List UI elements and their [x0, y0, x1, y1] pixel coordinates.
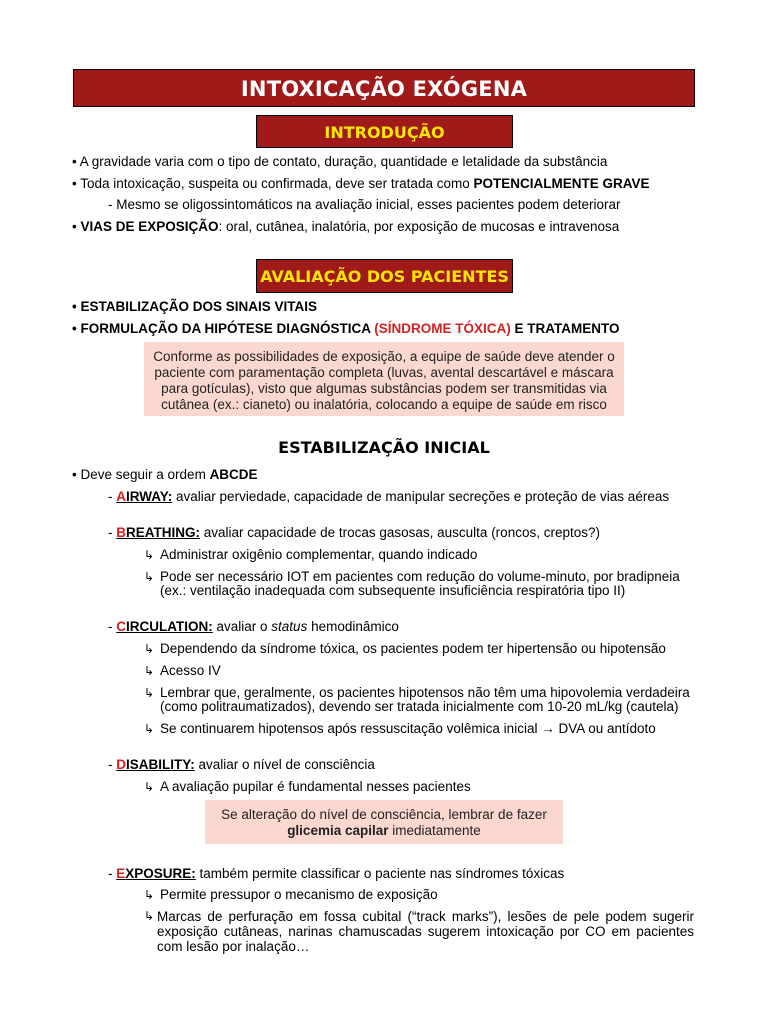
list-item: [72, 154, 607, 170]
page-title: INTOXICAÇÃO EXÓGENA: [73, 69, 695, 107]
abcde-text: avaliar perviedade, capacidade de manipular secreções e proteção de vias aéreas: [172, 489, 670, 504]
sub-item: ↳ Se continuarem hipotensos após ressuscitação volêmica inicial → DVA ou antídoto: [144, 721, 656, 736]
sub-item: ↳ Acesso IV: [144, 663, 221, 678]
abcde-text: avaliar o nível de consciência: [194, 757, 375, 772]
note-box-glicemia: [205, 800, 563, 844]
emphasis-text: glicemia capilar: [287, 823, 389, 838]
list-item: [72, 321, 620, 337]
list-item: [72, 219, 619, 235]
abcde-label: BREATHING:: [116, 525, 201, 540]
sub-item: ↳ A avaliação pupilar é fundamental nesses pacientes: [144, 779, 471, 794]
dash: -: [108, 525, 113, 540]
sub-item: ↳ Administrar oxigênio complementar, quando indicado: [144, 547, 478, 562]
list-item-text: Deve seguir a ordem: [80, 467, 210, 482]
hook-arrow-icon: ↳: [144, 642, 155, 656]
list-item: [72, 176, 650, 192]
hook-arrow-icon: ↳: [144, 909, 155, 923]
emphasis-text: POTENCIALMENTE GRAVE: [473, 176, 650, 191]
list-item-text: E TRATAMENTO: [510, 321, 620, 336]
hook-arrow-icon: ↳: [144, 570, 155, 584]
emphasis-text: ABCDE: [209, 467, 258, 482]
abcde-disability: [108, 757, 375, 773]
highlight-text: (SÍNDROME TÓXICA): [374, 321, 511, 336]
dash: -: [108, 489, 113, 504]
sub-item-continuation: (como politraumatizados), devendo ser tratada inicialmente com 10-20 mL/kg (cautela): [160, 699, 679, 714]
sub-item: ↳ Lembrar que, geralmente, os pacientes hipotensos não têm uma hipovolemia verdadeira: [144, 685, 690, 700]
hook-arrow-icon: ↳: [144, 780, 155, 794]
list-item: [108, 197, 621, 213]
list-item-text: Mesmo se oligossintomáticos na avaliação inicial, esses pacientes podem deteriorar: [116, 197, 621, 212]
abcde-label: EXPOSURE:: [116, 866, 196, 881]
emphasis-text: VIAS DE EXPOSIÇÃO: [80, 219, 219, 234]
note-line: glicemia capilar imediatamente: [287, 823, 481, 838]
dash: -: [108, 619, 113, 634]
bullet: •: [72, 219, 77, 234]
note-line: Se alteração do nível de consciência, lembrar de fazer: [221, 807, 547, 822]
list-item: [72, 299, 317, 315]
section-heading-estabilizacao: ESTABILIZAÇÃO INICIAL: [278, 438, 490, 457]
bullet: •: [72, 321, 77, 336]
dash: -: [108, 197, 113, 212]
hook-arrow-icon: ↳: [144, 548, 155, 562]
section-heading-introducao: INTRODUÇÃO: [256, 115, 513, 148]
abcde-breathing: [108, 525, 600, 541]
hook-arrow-icon: ↳: [144, 722, 155, 736]
abcde-exposure: [108, 866, 564, 882]
dash: -: [108, 866, 113, 881]
hook-arrow-icon: ↳: [144, 888, 155, 902]
list-item-text: Toda intoxicação, suspeita ou confirmada, deve ser tratada como: [80, 176, 474, 191]
list-item-text: A gravidade varia com o tipo de contato, duração, quantidade e letalidade da substância: [79, 154, 608, 169]
sub-item: ↳ Permite pressupor o mecanismo de exposição: [144, 887, 438, 902]
list-item-text: : oral, cutânea, inalatória, por exposição de mucosas e intravenosa: [218, 219, 620, 234]
abcde-label: AIRWAY:: [116, 489, 173, 504]
abcde-airway: [108, 489, 669, 505]
list-item-text: ESTABILIZAÇÃO DOS SINAIS VITAIS: [80, 299, 318, 314]
abcde-text: avaliar o: [212, 619, 272, 634]
abcde-label: DISABILITY:: [116, 757, 195, 772]
abcde-circulation: [108, 619, 399, 635]
abcde-text: avaliar capacidade de trocas gasosas, ausculta (roncos, creptos?): [200, 525, 600, 540]
hook-arrow-icon: ↳: [144, 686, 155, 700]
sub-item-text: Marcas de perfuração em fossa cubital (“track marks”), lesões de pele podem sugerir exposição cutâneas, narinas chamuscadas sugerem intoxicação por CO em pacientes com lesão por inalação…: [157, 909, 694, 954]
section-heading-avaliacao: AVALIAÇÃO DOS PACIENTES: [256, 259, 513, 293]
list-item-text: FORMULAÇÃO DA HIPÓTESE DIAGNÓSTICA: [80, 321, 375, 336]
abcde-text: também permite classificar o paciente nas síndromes tóxicas: [195, 866, 565, 881]
abcde-text: hemodinâmico: [307, 619, 399, 634]
italic-text: status: [271, 619, 308, 634]
abcde-label: CIRCULATION:: [116, 619, 213, 634]
bullet: •: [72, 467, 77, 482]
bullet: •: [72, 299, 77, 314]
list-item: [72, 467, 258, 483]
bullet: •: [72, 154, 77, 169]
bullet: •: [72, 176, 77, 191]
sub-item: ↳ Dependendo da síndrome tóxica, os pacientes podem ter hipertensão ou hipotensão: [144, 641, 666, 656]
hook-arrow-icon: ↳: [144, 664, 155, 678]
sub-item: ↳ Pode ser necessário IOT em pacientes com redução do volume-minuto, por bradipneia: [144, 569, 680, 584]
sub-item: [144, 909, 694, 954]
note-box-paramentacao: Conforme as possibilidades de exposição, a equipe de saúde deve atender o paciente com paramentação completa (luvas, avental descartável e máscara para gotículas), visto que algumas substâncias podem ser transmitidas via cutânea (ex.: cianeto) ou inalatória, colocando a equipe de saúde em risco: [144, 342, 624, 416]
dash: -: [108, 757, 113, 772]
sub-item-continuation: (ex.: ventilação inadequada com subsequente insuficiência respiratória tipo II): [160, 583, 626, 598]
